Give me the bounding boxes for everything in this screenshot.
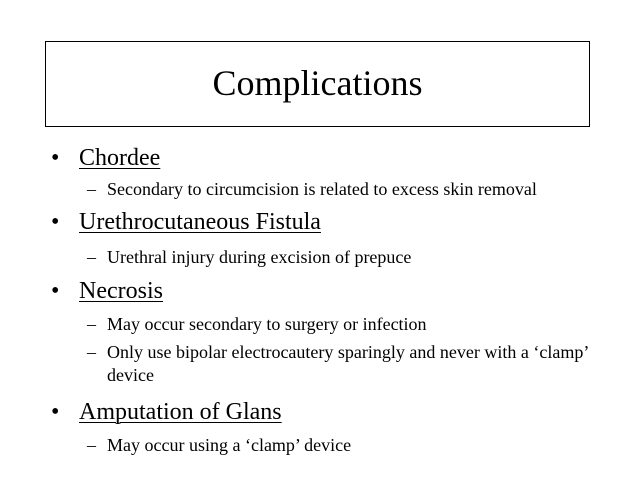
sub-bullet-mark: – bbox=[87, 342, 96, 362]
sub-bullet-mark: – bbox=[87, 314, 96, 334]
bullet-item-necrosis bbox=[51, 279, 163, 303]
sub-bullet-text: May occur secondary to surgery or infection bbox=[107, 314, 427, 334]
sub-bullet-item bbox=[87, 313, 427, 336]
bullet-mark: • bbox=[51, 145, 60, 171]
slide-title: Complications bbox=[212, 62, 423, 103]
bullet-label: Urethrocutaneous Fistula bbox=[79, 209, 321, 235]
sub-bullet-item bbox=[87, 178, 537, 201]
sub-bullet-item bbox=[87, 341, 627, 387]
sub-bullet-item bbox=[87, 434, 351, 457]
sub-bullet-text: Urethral injury during excision of prepuce bbox=[107, 247, 412, 267]
sub-bullet-text: May occur using a ‘clamp’ device bbox=[107, 435, 352, 455]
sub-bullet-mark: – bbox=[87, 435, 96, 455]
sub-bullet-mark: – bbox=[87, 179, 96, 199]
sub-bullet-text: Only use bipolar electrocautery sparingly and never with a ‘clamp’ device bbox=[107, 342, 588, 385]
bullet-mark: • bbox=[51, 209, 60, 235]
sub-bullet-mark: – bbox=[87, 247, 96, 267]
sub-bullet-item bbox=[87, 246, 411, 269]
bullet-label: Chordee bbox=[79, 145, 161, 171]
bullet-item-fistula bbox=[51, 210, 321, 234]
bullet-item-chordee bbox=[51, 146, 160, 170]
bullet-mark: • bbox=[51, 278, 60, 304]
bullet-label: Amputation of Glans bbox=[79, 399, 282, 425]
bullet-mark: • bbox=[51, 399, 60, 425]
sub-bullet-text: Secondary to circumcision is related to excess skin removal bbox=[107, 179, 537, 199]
title-box bbox=[45, 41, 590, 127]
bullet-label: Necrosis bbox=[79, 278, 163, 304]
bullet-item-amputation bbox=[51, 400, 282, 424]
